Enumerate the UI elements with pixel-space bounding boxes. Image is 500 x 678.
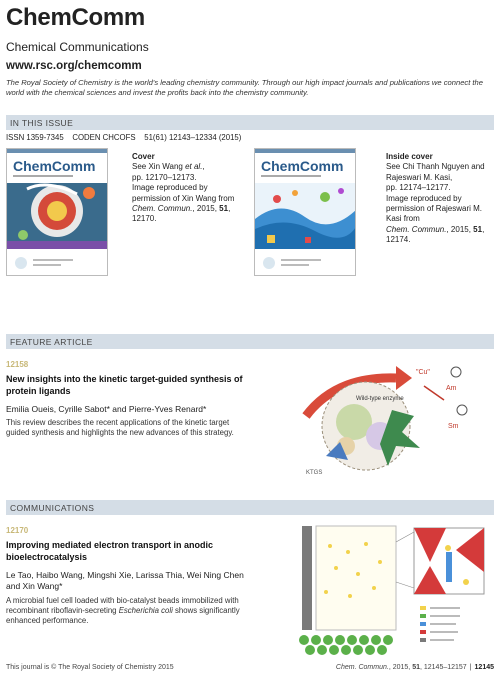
graphic-label-sm: Sm xyxy=(448,423,459,430)
journal-title: ChemComm xyxy=(6,4,145,31)
cover-pages: , pp. 12170–12173. xyxy=(132,162,205,182)
communication-title[interactable]: Improving mediated electron transport in anodic bioelectrocatalysis xyxy=(6,540,214,562)
cover-year: , 2015, xyxy=(192,204,220,214)
cover-image[interactable] xyxy=(6,148,108,276)
feature-page-number: 12158 xyxy=(6,360,29,369)
footer-copyright: This journal is © The Royal Society of Chemistry 2015 xyxy=(6,664,174,671)
feature-abstract: This review describes the recent applications of the kinetic target guided synthesis and highlights the new advances of this strategy. xyxy=(6,418,234,437)
inside-cover-volume: 51 xyxy=(473,224,483,234)
graphic-label-am: Am xyxy=(446,385,457,392)
graphic-label-ktgs: KTGS xyxy=(306,470,323,476)
inside-cover-heading: Inside cover xyxy=(386,152,433,161)
inside-cover-page: , 12174. xyxy=(386,224,485,245)
feature-title[interactable]: New insights into the kinetic target-guided synthesis of protein ligands xyxy=(6,374,243,396)
graphic-label-wild-type: Wild-type enzyme xyxy=(356,396,404,402)
inside-cover-logo-text: ChemComm xyxy=(261,158,344,174)
footer-journal: Chem. Commun. xyxy=(335,664,389,671)
communication-page-number: 12170 xyxy=(6,526,29,535)
cover-credit: Image reproduced by permission of Xin Wang from xyxy=(132,183,235,203)
inside-cover-see: See Chi Thanh Nguyen and Rajeswari M. Kasi, xyxy=(386,162,485,182)
coden: CODEN CHCOFS xyxy=(72,133,136,142)
inside-cover-illustration xyxy=(255,149,356,276)
cover-see: See Xin Wang xyxy=(132,162,186,172)
issn-line xyxy=(6,133,241,142)
abstract-text-end: shows significantly enhanced performance. xyxy=(6,606,240,625)
feature-authors: Emilia Oueis, Cyrille Sabot* and Pierre-Yves Renard* xyxy=(6,404,207,414)
volume-issue-pages: 51(61) 12143–12334 (2015) xyxy=(144,133,242,142)
communication-graphic xyxy=(296,522,490,656)
cover-logo-text: ChemComm xyxy=(13,158,96,174)
section-bar-communications: COMMUNICATIONS xyxy=(6,500,494,515)
footer-year: , 2015, xyxy=(388,664,413,671)
cover-et-al: et al. xyxy=(185,162,203,172)
cover-journal: Chem. Commun. xyxy=(132,204,193,214)
inside-cover-image[interactable] xyxy=(254,148,356,276)
footer-page-number: 12145 xyxy=(474,664,494,671)
section-bar-feature-article: FEATURE ARTICLE xyxy=(6,334,494,349)
inside-cover-pages: pp. 12174–12177. xyxy=(386,183,451,193)
inside-cover-year: , 2015, xyxy=(446,224,474,234)
footer-citation xyxy=(336,664,494,671)
section-bar-in-this-issue: IN THIS ISSUE xyxy=(6,115,494,130)
abstract-species: Escherichia coli xyxy=(118,606,173,615)
abstract-text-start: A microbial fuel cell loaded with bio-catalyst beads immobilized with recombinant riboflavin-secreting xyxy=(6,596,239,615)
graphic-label-cu: "Cu" xyxy=(416,369,430,376)
inside-cover-credit: Image reproduced by permission of Rajeswari M. Kasi from xyxy=(386,193,483,224)
cover-heading: Cover xyxy=(132,152,155,161)
cover-illustration xyxy=(7,149,108,276)
inside-cover-journal: Chem. Commun. xyxy=(386,224,447,234)
footer-pages: , 12145–12157 xyxy=(419,664,467,671)
journal-url[interactable]: www.rsc.org/chemcomm xyxy=(6,60,142,72)
communication-authors: Le Tao, Haibo Wang, Mingshi Xie, Larissa Thia, Wei Ning Chen and Xin Wang* xyxy=(6,570,244,591)
issn: ISSN 1359-7345 xyxy=(6,133,64,142)
inside-cover-caption xyxy=(386,152,490,246)
cover-page: , 12170. xyxy=(132,204,231,224)
feature-graphic xyxy=(296,356,486,484)
footer-separator: | xyxy=(469,664,472,671)
footer-volume: 51 xyxy=(412,664,420,671)
cover-volume: 51 xyxy=(219,204,229,214)
journal-blurb: The Royal Society of Chemistry is the world's leading chemistry community. Through our high impact journals and publications we connect the world with the chemical sciences and invest the profits back into the chemistry community. xyxy=(6,78,483,97)
journal-subtitle: Chemical Communications xyxy=(6,40,149,54)
cover-caption xyxy=(132,152,236,225)
communication-abstract xyxy=(6,596,246,626)
